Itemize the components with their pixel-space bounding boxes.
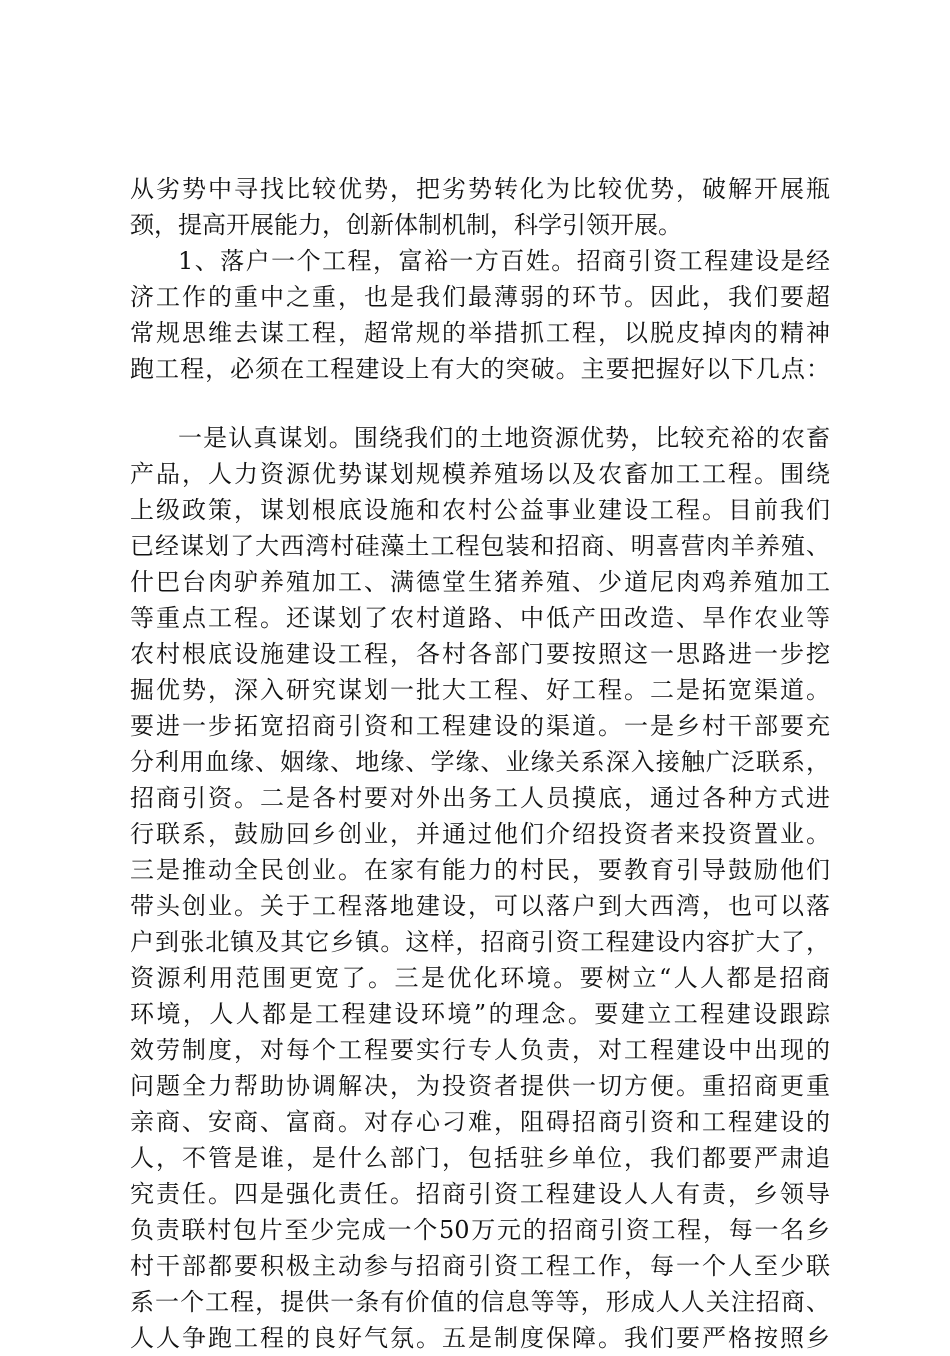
text-line-9: 上级政策，谋划根底设施和农村公益事业建设工程。目前我们 xyxy=(130,496,830,524)
text-line-7: 一是认真谋划。围绕我们的土地资源优势，比较充裕的农畜 xyxy=(178,424,830,452)
text-line-24: 效劳制度，对每个工程要实行专人负责，对工程建设中出现的 xyxy=(130,1036,830,1064)
text-line-28: 究责任。四是强化责任。招商引资工程建设人人有责，乡领导 xyxy=(130,1180,830,1208)
text-line-12: 等重点工程。还谋划了农村道路、中低产田改造、旱作农业等 xyxy=(130,604,830,632)
text-line-22: 资源利用范围更宽了。三是优化环境。要树立“人人都是招商 xyxy=(130,964,830,992)
text-line-32: 人人争跑工程的良好气氛。五是制度保障。我们要严格按照乡 xyxy=(130,1324,830,1352)
text-line-25: 问题全力帮助协调解决，为投资者提供一切方便。重招商更重 xyxy=(130,1072,830,1100)
text-line-30: 村干部都要积极主动参与招商引资工程工作，每一个人至少联 xyxy=(130,1252,830,1280)
text-line-1: 从劣势中寻找比较优势，把劣势转化为比较优势，破解开展瓶 xyxy=(130,175,830,203)
text-line-31: 系一个工程，提供一条有价值的信息等等，形成人人关注招商、 xyxy=(130,1288,830,1316)
text-line-13: 农村根底设施建设工程，各村各部门要按照这一思路进一步挖 xyxy=(130,640,830,668)
text-line-8: 产品，人力资源优势谋划规模养殖场以及农畜加工工程。围绕 xyxy=(130,460,830,488)
text-line-19: 三是推动全民创业。在家有能力的村民，要教育引导鼓励他们 xyxy=(130,856,830,884)
text-line-2: 颈，提高开展能力，创新体制机制，科学引领开展。 xyxy=(130,211,682,239)
text-line-26: 亲商、安商、富商。对存心刁难，阻碍招商引资和工程建设的 xyxy=(130,1108,830,1136)
text-line-16: 分利用血缘、姻缘、地缘、学缘、业缘关系深入接触广泛联系， xyxy=(130,748,830,776)
text-line-11: 什巴台肉驴养殖加工、满德堂生猪养殖、少道尼肉鸡养殖加工 xyxy=(130,568,830,596)
text-line-10: 已经谋划了大西湾村硅藻土工程包装和招商、明喜营肉羊养殖、 xyxy=(130,532,830,560)
text-line-18: 行联系，鼓励回乡创业，并通过他们介绍投资者来投资置业。 xyxy=(130,820,830,848)
text-line-3: 1、落户一个工程，富裕一方百姓。招商引资工程建设是经 xyxy=(178,247,830,275)
text-line-23: 环境，人人都是工程建设环境”的理念。要建立工程建设跟踪 xyxy=(130,1000,830,1028)
text-line-6: 跑工程，必须在工程建设上有大的突破。主要把握好以下几点： xyxy=(130,355,830,383)
text-line-20: 带头创业。关于工程落地建设，可以落户到大西湾，也可以落 xyxy=(130,892,830,920)
text-line-29: 负责联村包片至少完成一个50万元的招商引资工程，每一名乡 xyxy=(130,1216,830,1244)
text-line-14: 掘优势，深入研究谋划一批大工程、好工程。二是拓宽渠道。 xyxy=(130,676,830,704)
text-line-21: 户到张北镇及其它乡镇。这样，招商引资工程建设内容扩大了， xyxy=(130,928,830,956)
text-line-15: 要进一步拓宽招商引资和工程建设的渠道。一是乡村干部要充 xyxy=(130,712,830,740)
text-line-27: 人，不管是谁，是什么部门，包括驻乡单位，我们都要严肃追 xyxy=(130,1144,830,1172)
text-line-4: 济工作的重中之重，也是我们最薄弱的环节。因此，我们要超 xyxy=(130,283,830,311)
text-line-5: 常规思维去谋工程，超常规的举措抓工程，以脱皮掉肉的精神 xyxy=(130,319,830,347)
text-line-17: 招商引资。二是各村要对外出务工人员摸底，通过各种方式进 xyxy=(130,784,830,812)
